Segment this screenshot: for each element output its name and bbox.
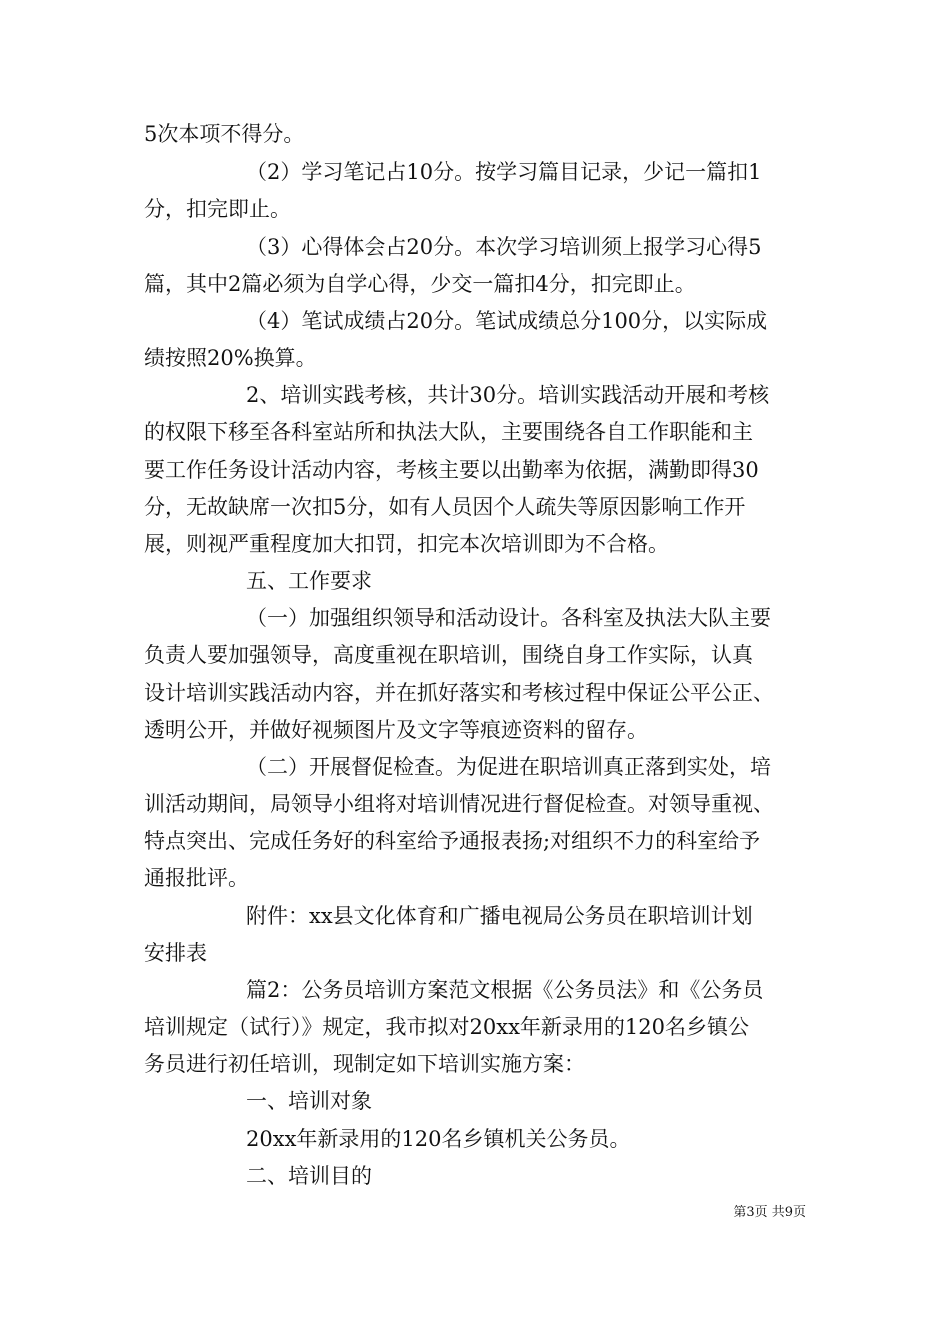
text-line: 篇，其中2篇必须为自学心得，少交一篇扣4分，扣完即止。 — [144, 272, 696, 296]
text-line: 训活动期间，局领导小组将对培训情况进行督促检查。对领导重视、 — [144, 792, 774, 816]
text-line: （二）开展督促检查。为促进在职培训真正落到实处，培 — [246, 755, 771, 779]
text-line: （2）学习笔记占10分。按学习篇目记录，少记一篇扣1 — [246, 160, 762, 184]
text-line: 设计培训实践活动内容，并在抓好落实和考核过程中保证公平公正、 — [144, 681, 774, 705]
attachment-line: 附件：xx县文化体育和广播电视局公务员在职培训计划 — [246, 904, 753, 928]
text-line: 20xx年新录用的120名乡镇机关公务员。 — [246, 1127, 631, 1151]
section-heading: 一、培训对象 — [246, 1089, 372, 1113]
text-line: 特点突出、完成任务好的科室给予通报表扬;对组织不力的科室给予 — [144, 829, 761, 853]
text-line: 安排表 — [144, 941, 207, 965]
text-line: （3）心得体会占20分。本次学习培训须上报学习心得5 — [246, 235, 762, 259]
text-line: 2、培训实践考核，共计30分。培训实践活动开展和考核 — [246, 383, 770, 407]
text-line: 要工作任务设计活动内容，考核主要以出勤率为依据，满勤即得30 — [144, 458, 759, 482]
page-number-footer: 第3页 共9页 — [733, 1205, 806, 1220]
text-line: 分，扣完即止。 — [144, 197, 291, 221]
text-line: 培训规定（试行）》规定，我市拟对20xx年新录用的120名乡镇公 — [144, 1015, 749, 1039]
text-line: （一）加强组织领导和活动设计。各科室及执法大队主要 — [246, 606, 771, 630]
text-line: 通报批评。 — [144, 866, 249, 890]
text-line: 的权限下移至各科室站所和执法大队，主要围绕各自工作职能和主 — [144, 420, 753, 444]
text-line: 篇2：公务员培训方案范文根据《公务员法》和《公务员 — [246, 978, 764, 1002]
section-heading: 二、培训目的 — [246, 1164, 372, 1188]
text-line: （4）笔试成绩占20分。笔试成绩总分100分，以实际成 — [246, 309, 768, 333]
text-line: 分，无故缺席一次扣5分，如有人员因个人疏失等原因影响工作开 — [144, 495, 746, 519]
text-line: 透明公开，并做好视频图片及文字等痕迹资料的留存。 — [144, 718, 648, 742]
section-heading: 五、工作要求 — [246, 569, 372, 593]
text-line: 展，则视严重程度加大扣罚，扣完本次培训即为不合格。 — [144, 532, 669, 556]
text-line: 5次本项不得分。 — [144, 122, 305, 146]
text-line: 绩按照20%换算。 — [144, 346, 317, 370]
text-line: 务员进行初任培训，现制定如下培训实施方案： — [144, 1052, 585, 1076]
text-line: 负责人要加强领导，高度重视在职培训，围绕自身工作实际，认真 — [144, 643, 753, 667]
